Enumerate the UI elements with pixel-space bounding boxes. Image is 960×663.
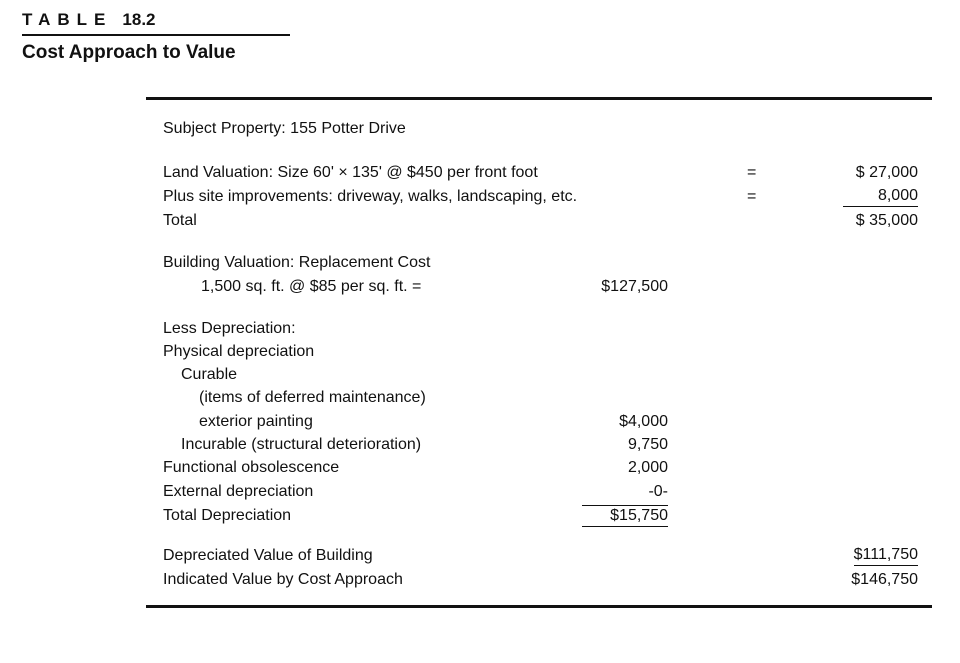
table-word: TABLE [22,10,113,29]
dep-value-amount: $111,750 [854,545,918,566]
top-rule [146,97,932,100]
external-label: External depreciation [163,483,314,500]
indicated-amount: $146,750 [851,571,918,588]
incurable-row [163,434,923,456]
painting-amount: $4,000 [619,413,668,430]
external-row [163,481,923,503]
building-calc-label: 1,500 sq. ft. @ $85 per sq. ft. = [201,278,422,295]
functional-amount: 2,000 [627,459,668,476]
indicated-row [163,569,923,591]
incurable-amount: 9,750 [627,436,668,453]
table-title: Cost Approach to Value [22,42,236,63]
dep-value-row [163,545,923,567]
incurable-label: Incurable (structural deterioration) [181,436,422,453]
less-dep-row [163,318,923,340]
site-equals: = [747,188,757,205]
indicated-label: Indicated Value by Cost Approach [163,571,403,588]
land-label: Land Valuation: Size 60' × 135' @ $450 per front foot [163,164,538,181]
land-equals: = [747,164,757,181]
bottom-rule [146,605,932,608]
functional-label: Functional obsolescence [163,459,340,476]
physical-depreciation: Physical depreciation [163,343,315,360]
total-row [163,210,923,232]
total-dep-label: Total Depreciation [163,507,292,524]
total-amount: $ 35,000 [855,212,918,229]
subject-property: Subject Property: 155 Potter Drive [163,120,406,137]
label-rule [22,34,290,36]
functional-row [163,457,923,479]
table-number: 18.2 [122,10,156,29]
total-dep-row [163,505,923,527]
less-depreciation: Less Depreciation: [163,320,296,337]
building-calc-amount: $127,500 [601,278,668,295]
external-amount: -0- [648,483,668,500]
painting-label: exterior painting [199,413,313,430]
painting-row [163,411,923,433]
deferred-maintenance: (items of deferred maintenance) [199,389,426,406]
curable: Curable [181,366,238,383]
site-row [163,186,923,208]
site-amount: 8,000 [843,186,918,207]
dep-value-label: Depreciated Value of Building [163,547,373,564]
building-heading: Building Valuation: Replacement Cost [163,254,431,271]
physical-row [163,341,923,363]
total-dep-amount: $15,750 [582,505,668,527]
total-label: Total [163,212,197,229]
building-heading-row [163,252,923,274]
deferred-row [163,387,923,409]
site-label: Plus site improvements: driveway, walks, landscaping, etc. [163,188,578,205]
curable-row [163,364,923,386]
land-amount: $ 27,000 [855,164,918,181]
land-row [163,162,923,184]
building-calc-row [163,276,923,298]
subject-row [163,118,923,140]
table-label [22,10,156,30]
